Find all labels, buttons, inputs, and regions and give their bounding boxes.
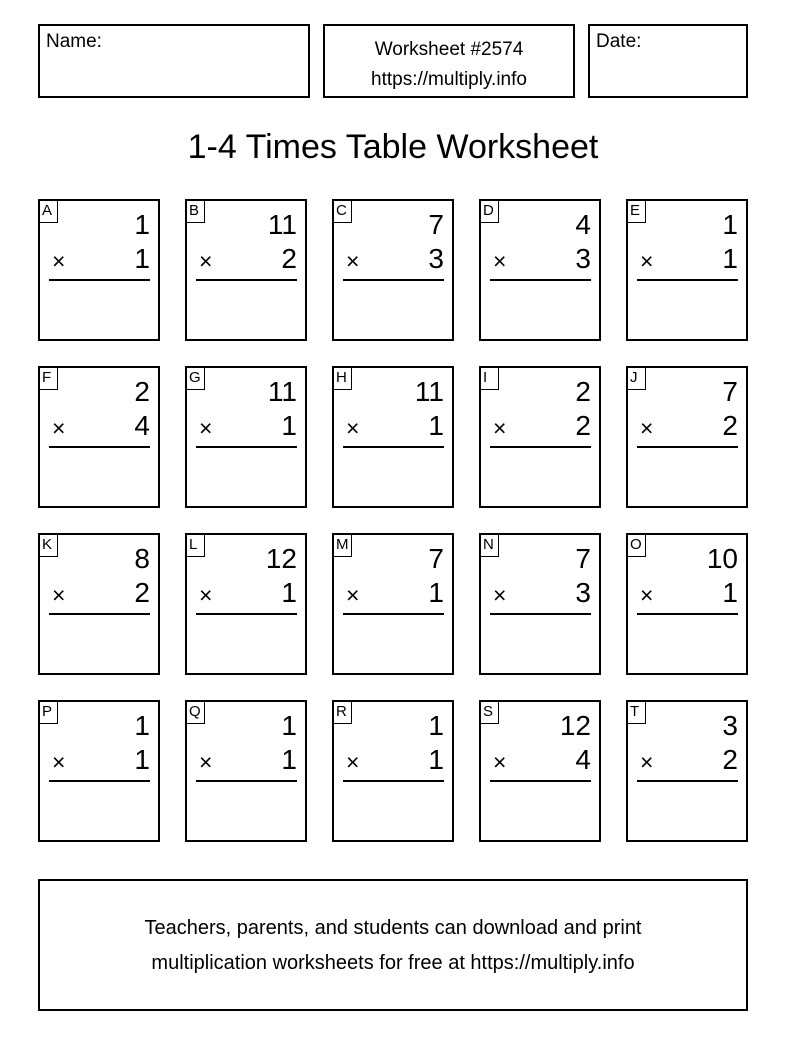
times-sign: × bbox=[199, 415, 213, 441]
date-box bbox=[588, 24, 748, 98]
multiplier: 2 bbox=[722, 410, 738, 441]
answer-line bbox=[490, 613, 591, 615]
worksheet-number: Worksheet #2574 bbox=[374, 39, 524, 60]
problem-letter: N bbox=[479, 533, 499, 557]
multiplier: 1 bbox=[281, 577, 297, 608]
problem-letter: S bbox=[479, 700, 499, 724]
problem-j bbox=[626, 366, 748, 508]
multiplicand: 3 bbox=[722, 710, 738, 741]
problem-e bbox=[626, 199, 748, 341]
times-sign: × bbox=[346, 248, 360, 274]
problem-o bbox=[626, 533, 748, 675]
multiplier: 4 bbox=[575, 744, 591, 775]
multiplier: 3 bbox=[428, 243, 444, 274]
multiplier: 2 bbox=[722, 744, 738, 775]
multiplicand: 7 bbox=[428, 543, 444, 574]
times-sign: × bbox=[52, 415, 66, 441]
problem-q bbox=[185, 700, 307, 842]
problem-l bbox=[185, 533, 307, 675]
answer-line bbox=[196, 780, 297, 782]
times-sign: × bbox=[52, 248, 66, 274]
multiplier: 1 bbox=[281, 744, 297, 775]
problem-g bbox=[185, 366, 307, 508]
multiplicand: 12 bbox=[265, 543, 297, 574]
answer-line bbox=[196, 613, 297, 615]
multiplier: 2 bbox=[134, 577, 150, 608]
name-label: Name: bbox=[46, 31, 102, 52]
problem-letter: T bbox=[626, 700, 646, 724]
times-sign: × bbox=[199, 749, 213, 775]
multiplicand: 8 bbox=[134, 543, 150, 574]
problem-letter: G bbox=[185, 366, 205, 390]
problem-letter: A bbox=[38, 199, 58, 223]
multiplicand: 1 bbox=[134, 209, 150, 240]
worksheet-url: https://multiply.info bbox=[371, 69, 527, 90]
footer-line-2: multiplication worksheets for free at https://multiply.info bbox=[151, 952, 635, 974]
answer-line bbox=[343, 446, 444, 448]
multiplier: 2 bbox=[281, 243, 297, 274]
problem-letter: P bbox=[38, 700, 58, 724]
problem-letter: L bbox=[185, 533, 205, 557]
problem-f bbox=[38, 366, 160, 508]
multiplicand: 11 bbox=[267, 376, 297, 407]
times-sign: × bbox=[493, 582, 507, 608]
problem-letter: M bbox=[332, 533, 352, 557]
problem-i bbox=[479, 366, 601, 508]
answer-line bbox=[196, 446, 297, 448]
times-sign: × bbox=[493, 415, 507, 441]
answer-line bbox=[490, 279, 591, 281]
multiplicand: 11 bbox=[414, 376, 444, 407]
times-sign: × bbox=[52, 582, 66, 608]
multiplier: 1 bbox=[428, 577, 444, 608]
multiplier: 2 bbox=[575, 410, 591, 441]
answer-line bbox=[49, 279, 150, 281]
multiplicand: 7 bbox=[722, 376, 738, 407]
problem-letter: Q bbox=[185, 700, 205, 724]
problem-m bbox=[332, 533, 454, 675]
multiplicand: 2 bbox=[575, 376, 591, 407]
times-sign: × bbox=[346, 749, 360, 775]
multiplier: 3 bbox=[575, 243, 591, 274]
problem-letter: K bbox=[38, 533, 58, 557]
answer-line bbox=[343, 613, 444, 615]
multiplier: 1 bbox=[722, 243, 738, 274]
multiplicand: 4 bbox=[575, 209, 591, 240]
problem-letter: O bbox=[626, 533, 646, 557]
problem-letter: F bbox=[38, 366, 58, 390]
multiplier: 4 bbox=[134, 410, 150, 441]
answer-line bbox=[343, 780, 444, 782]
answer-line bbox=[49, 446, 150, 448]
multiplier: 3 bbox=[575, 577, 591, 608]
problem-letter: B bbox=[185, 199, 205, 223]
answer-line bbox=[49, 780, 150, 782]
footer-box bbox=[38, 879, 748, 1011]
multiplicand: 12 bbox=[559, 710, 591, 741]
multiplier: 1 bbox=[134, 744, 150, 775]
problem-h bbox=[332, 366, 454, 508]
problem-r bbox=[332, 700, 454, 842]
problem-letter: R bbox=[332, 700, 352, 724]
page-title: 1-4 Times Table Worksheet bbox=[187, 128, 599, 166]
multiplicand: 7 bbox=[575, 543, 591, 574]
multiplicand: 1 bbox=[281, 710, 297, 741]
answer-line bbox=[490, 446, 591, 448]
worksheet-info-box bbox=[323, 24, 575, 98]
times-sign: × bbox=[346, 415, 360, 441]
problem-c bbox=[332, 199, 454, 341]
problem-n bbox=[479, 533, 601, 675]
answer-line bbox=[637, 780, 738, 782]
answer-line bbox=[343, 279, 444, 281]
problem-letter: D bbox=[479, 199, 499, 223]
date-label: Date: bbox=[596, 31, 642, 52]
times-sign: × bbox=[52, 749, 66, 775]
multiplicand: 1 bbox=[134, 710, 150, 741]
times-sign: × bbox=[640, 749, 654, 775]
multiplier: 1 bbox=[134, 243, 150, 274]
answer-line bbox=[637, 446, 738, 448]
answer-line bbox=[637, 613, 738, 615]
answer-line bbox=[196, 279, 297, 281]
times-sign: × bbox=[199, 248, 213, 274]
multiplier: 1 bbox=[428, 744, 444, 775]
problem-letter: J bbox=[626, 366, 646, 390]
problem-p bbox=[38, 700, 160, 842]
problem-s bbox=[479, 700, 601, 842]
multiplier: 1 bbox=[722, 577, 738, 608]
problem-letter: E bbox=[626, 199, 646, 223]
problem-t bbox=[626, 700, 748, 842]
times-sign: × bbox=[640, 582, 654, 608]
problem-b bbox=[185, 199, 307, 341]
multiplicand: 11 bbox=[267, 209, 297, 240]
multiplicand: 1 bbox=[428, 710, 444, 741]
multiplicand: 2 bbox=[134, 376, 150, 407]
times-sign: × bbox=[493, 749, 507, 775]
footer-line-1: Teachers, parents, and students can download and print bbox=[144, 917, 642, 939]
answer-line bbox=[49, 613, 150, 615]
problem-d bbox=[479, 199, 601, 341]
problem-k bbox=[38, 533, 160, 675]
multiplicand: 1 bbox=[722, 209, 738, 240]
times-sign: × bbox=[346, 582, 360, 608]
problem-letter: I bbox=[479, 366, 499, 390]
name-box bbox=[38, 24, 310, 98]
times-sign: × bbox=[640, 248, 654, 274]
multiplicand: 10 bbox=[706, 543, 738, 574]
times-sign: × bbox=[640, 415, 654, 441]
times-sign: × bbox=[493, 248, 507, 274]
answer-line bbox=[490, 780, 591, 782]
multiplier: 1 bbox=[428, 410, 444, 441]
times-sign: × bbox=[199, 582, 213, 608]
problem-letter: C bbox=[332, 199, 352, 223]
multiplicand: 7 bbox=[428, 209, 444, 240]
problem-letter: H bbox=[332, 366, 352, 390]
problem-a bbox=[38, 199, 160, 341]
answer-line bbox=[637, 279, 738, 281]
multiplier: 1 bbox=[281, 410, 297, 441]
